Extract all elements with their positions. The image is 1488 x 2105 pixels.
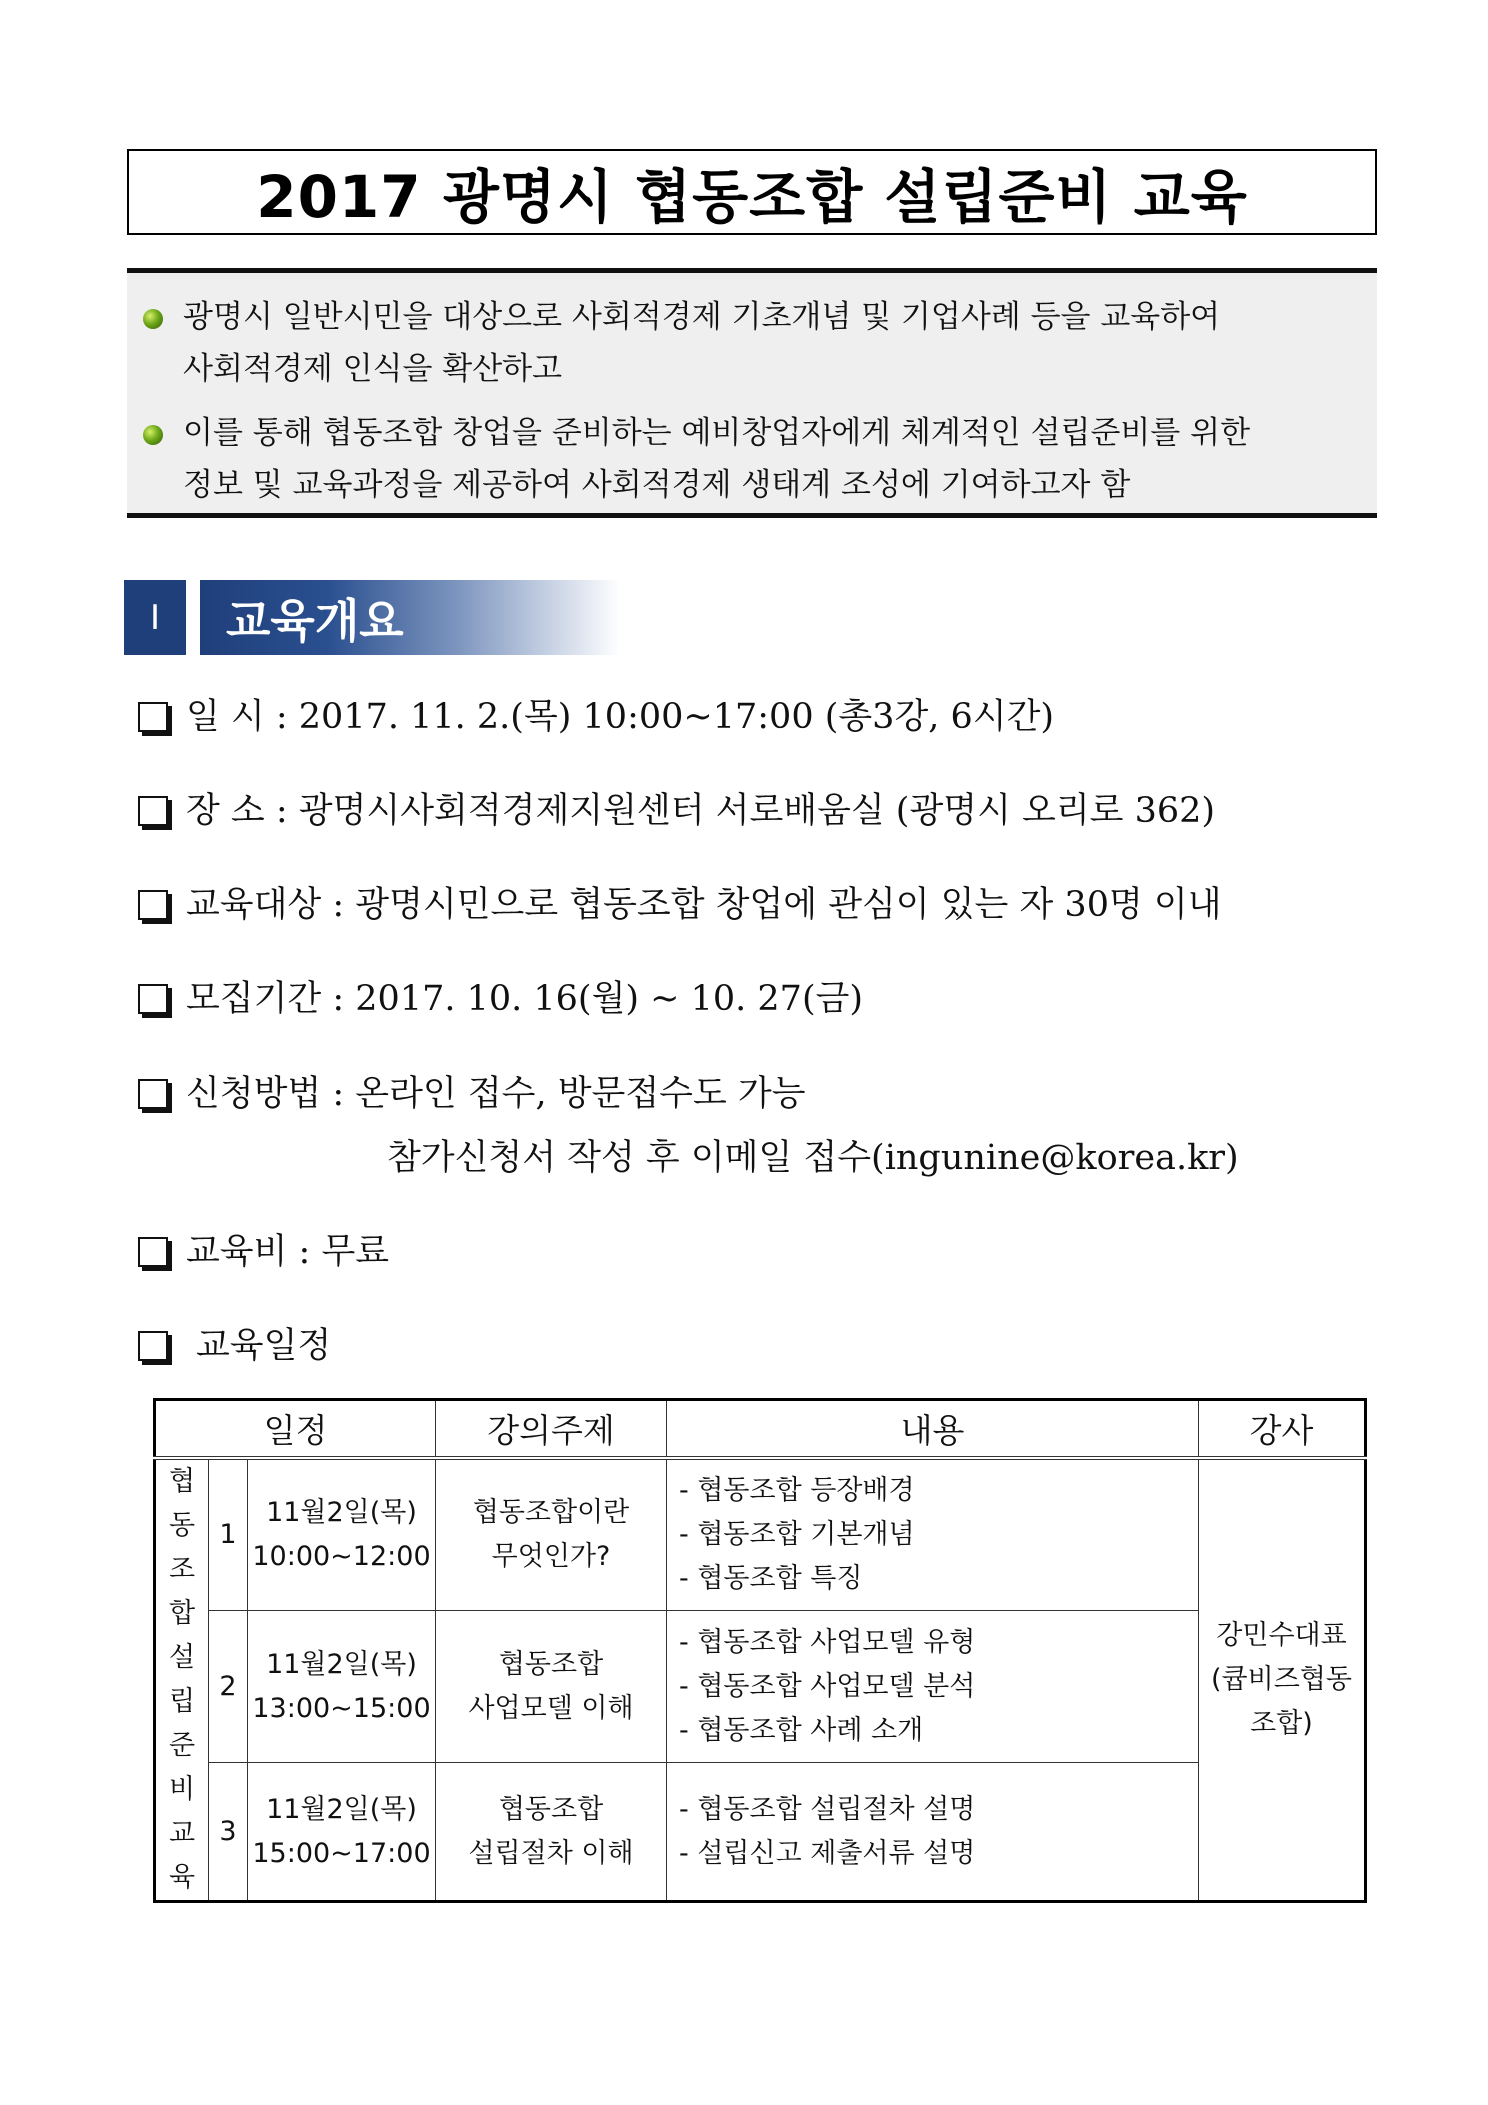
- checkbox-icon: [138, 1079, 168, 1109]
- summary-box: [127, 268, 1377, 518]
- info-datetime: [138, 695, 1054, 739]
- green-bullet-icon: [143, 425, 163, 445]
- document-title: 2017 광명시 협동조합 설립준비 교육: [127, 149, 1377, 235]
- info-target: [138, 883, 1222, 927]
- info-period-text: 모집기간 : 2017. 10. 16(월) ~ 10. 27(금): [186, 979, 864, 1019]
- info-target-text: 교육대상 : 광명시민으로 협동조합 창업에 관심이 있는 자 30명 이내: [186, 885, 1222, 925]
- row-date: 11월2일(목) 13:00~15:00: [248, 1611, 436, 1763]
- header-instructor: 강사: [1199, 1400, 1366, 1459]
- checkbox-icon: [138, 984, 168, 1014]
- row-content: - 협동조합 등장배경 - 협동조합 기본개념 - 협동조합 특징: [667, 1458, 1199, 1611]
- info-schedule: [138, 1324, 331, 1368]
- summary-1-line-1: 광명시 일반시민을 대상으로 사회적경제 기초개념 및 기업사례 등을 교육하여: [183, 299, 1221, 335]
- info-apply-text: 신청방법 : 온라인 접수, 방문접수도 가능: [186, 1074, 806, 1114]
- header-date: 일정: [155, 1400, 436, 1459]
- table-row: [155, 1763, 1366, 1902]
- schedule-table: [153, 1398, 1367, 1903]
- info-apply-sub: 참가신청서 작성 후 이메일 접수(ingunine@korea.kr): [387, 1138, 1239, 1178]
- row-topic: 협동조합 사업모델 이해: [436, 1611, 667, 1763]
- row-number: 2: [209, 1611, 248, 1763]
- summary-1-line-2: 사회적경제 인식을 확산하고: [183, 351, 563, 387]
- row-content: - 협동조합 설립절차 설명 - 설립신고 제출서류 설명: [667, 1763, 1199, 1902]
- info-place-text: 장 소 : 광명시사회적경제지원센터 서로배움실 (광명시 오리로 362): [186, 791, 1216, 831]
- instructor-cell: 강민수대표 (큡비즈협동 조합): [1199, 1458, 1366, 1902]
- checkbox-icon: [138, 1331, 168, 1361]
- info-schedule-text: 교육일정: [196, 1326, 332, 1366]
- info-fee: [138, 1230, 389, 1274]
- checkbox-icon: [138, 702, 168, 732]
- info-period: [138, 977, 863, 1021]
- row-date: 11월2일(목) 10:00~12:00: [248, 1458, 436, 1611]
- header-topic: 강의주제: [436, 1400, 667, 1459]
- summary-2-line-2: 정보 및 교육과정을 제공하여 사회적경제 생태계 조성에 기여하고자 함: [183, 467, 1131, 503]
- info-fee-text: 교육비 : 무료: [186, 1232, 390, 1272]
- checkbox-icon: [138, 796, 168, 826]
- row-number: 3: [209, 1763, 248, 1902]
- row-date: 11월2일(목) 15:00~17:00: [248, 1763, 436, 1902]
- checkbox-icon: [138, 1237, 168, 1267]
- table-header-row: [155, 1400, 1366, 1459]
- row-topic: 협동조합이란 무엇인가?: [436, 1458, 667, 1611]
- table-row: [155, 1611, 1366, 1763]
- info-apply: [138, 1072, 806, 1116]
- row-content: - 협동조합 사업모델 유형 - 협동조합 사업모델 분석 - 협동조합 사례 소개: [667, 1611, 1199, 1763]
- row-number: 1: [209, 1458, 248, 1611]
- table-row: [155, 1458, 1366, 1611]
- row-topic: 협동조합 설립절차 이해: [436, 1763, 667, 1902]
- header-content: 내용: [667, 1400, 1199, 1459]
- program-name: 협 동 조 합 설 립 준 비 교 육: [155, 1458, 209, 1902]
- section-title: 교육개요: [200, 580, 620, 655]
- checkbox-icon: [138, 890, 168, 920]
- info-place: [138, 789, 1215, 833]
- summary-2-line-1: 이를 통해 협동조합 창업을 준비하는 예비창업자에게 체계적인 설립준비를 위한: [183, 415, 1251, 451]
- section-number: Ⅰ: [124, 580, 186, 655]
- green-bullet-icon: [143, 309, 163, 329]
- info-datetime-text: 일 시 : 2017. 11. 2.(목) 10:00~17:00 (총3강, 6시간): [186, 697, 1055, 737]
